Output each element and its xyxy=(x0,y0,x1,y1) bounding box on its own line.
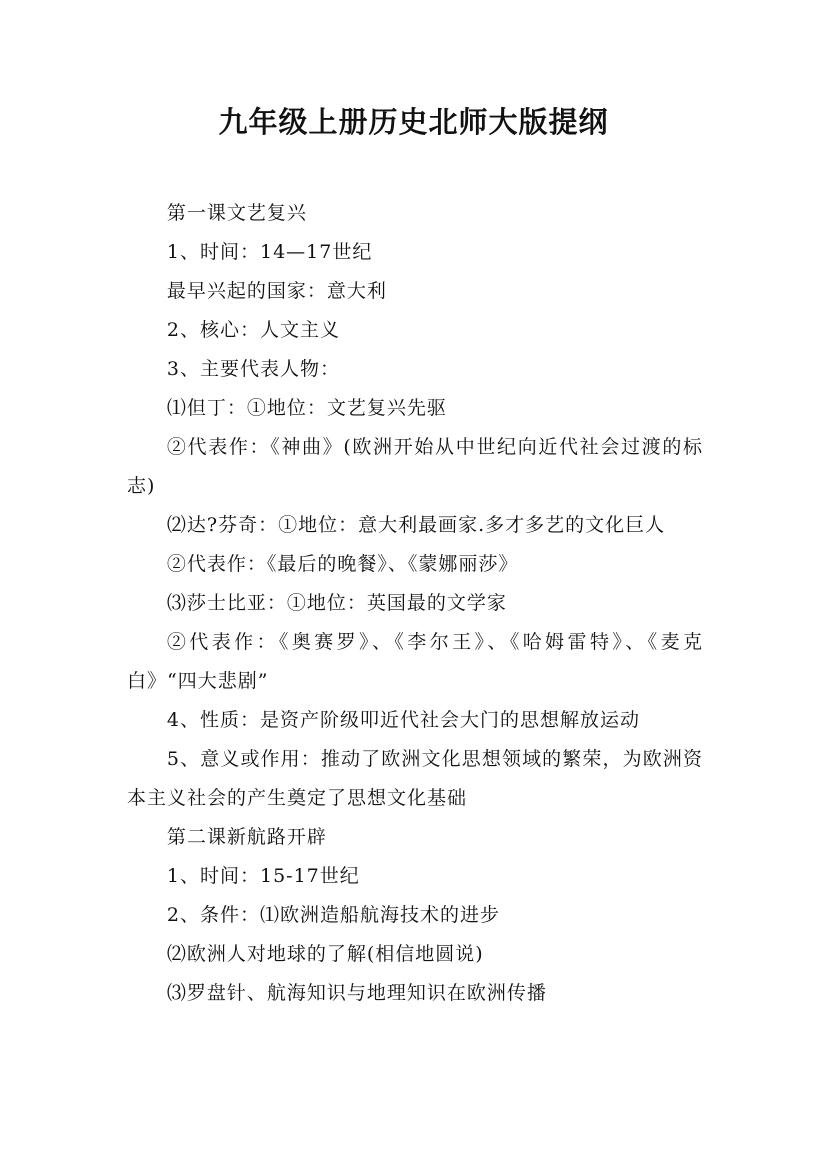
paragraph: 5、意义或作用：推动了欧洲文化思想领域的繁荣，为欧洲资本主义社会的产生奠定了思想文化基础 xyxy=(127,748,703,809)
paragraph: 1、时间：15-17世纪 xyxy=(166,865,360,887)
document-body xyxy=(127,194,703,1013)
paragraph: 2、条件：⑴欧洲造船航海技术的进步 xyxy=(166,904,500,926)
paragraph: 第二课新航路开辟 xyxy=(166,826,327,848)
paragraph: ⑵达?芬奇：①地位：意大利最画家.多才多艺的文化巨人 xyxy=(166,514,666,536)
paragraph: 3、主要代表人物： xyxy=(166,358,340,380)
paragraph: 1、时间：14—17世纪 xyxy=(166,241,373,263)
paragraph: ⑵欧洲人对地球的了解(相信地圆说) xyxy=(166,943,484,965)
paragraph: 4、性质：是资产阶级叩近代社会大门的思想解放运动 xyxy=(166,709,640,731)
paragraph: ⑴但丁：①地位：文艺复兴先驱 xyxy=(166,397,447,419)
paragraph: ②代表作：《奥赛罗》、《李尔王》、《哈姆雷特》、《麦克白》“四大悲剧” xyxy=(127,631,703,692)
paragraph: 2、核心：人文主义 xyxy=(166,319,340,341)
paragraph: ⑶罗盘针、航海知识与地理知识在欧洲传播 xyxy=(166,982,547,1004)
paragraph: ②代表作：《神曲》(欧洲开始从中世纪向近代社会过渡的标志) xyxy=(127,436,703,497)
paragraph: ②代表作：《最后的晚餐》、《蒙娜丽莎》 xyxy=(166,553,519,575)
paragraph: 第一课文艺复兴 xyxy=(166,202,307,224)
document-title: 九年级上册历史北师大版提纲 xyxy=(218,105,609,139)
paragraph: ⑶莎士比亚：①地位：英国最的文学家 xyxy=(166,592,507,614)
paragraph: 最早兴起的国家：意大利 xyxy=(166,280,387,302)
